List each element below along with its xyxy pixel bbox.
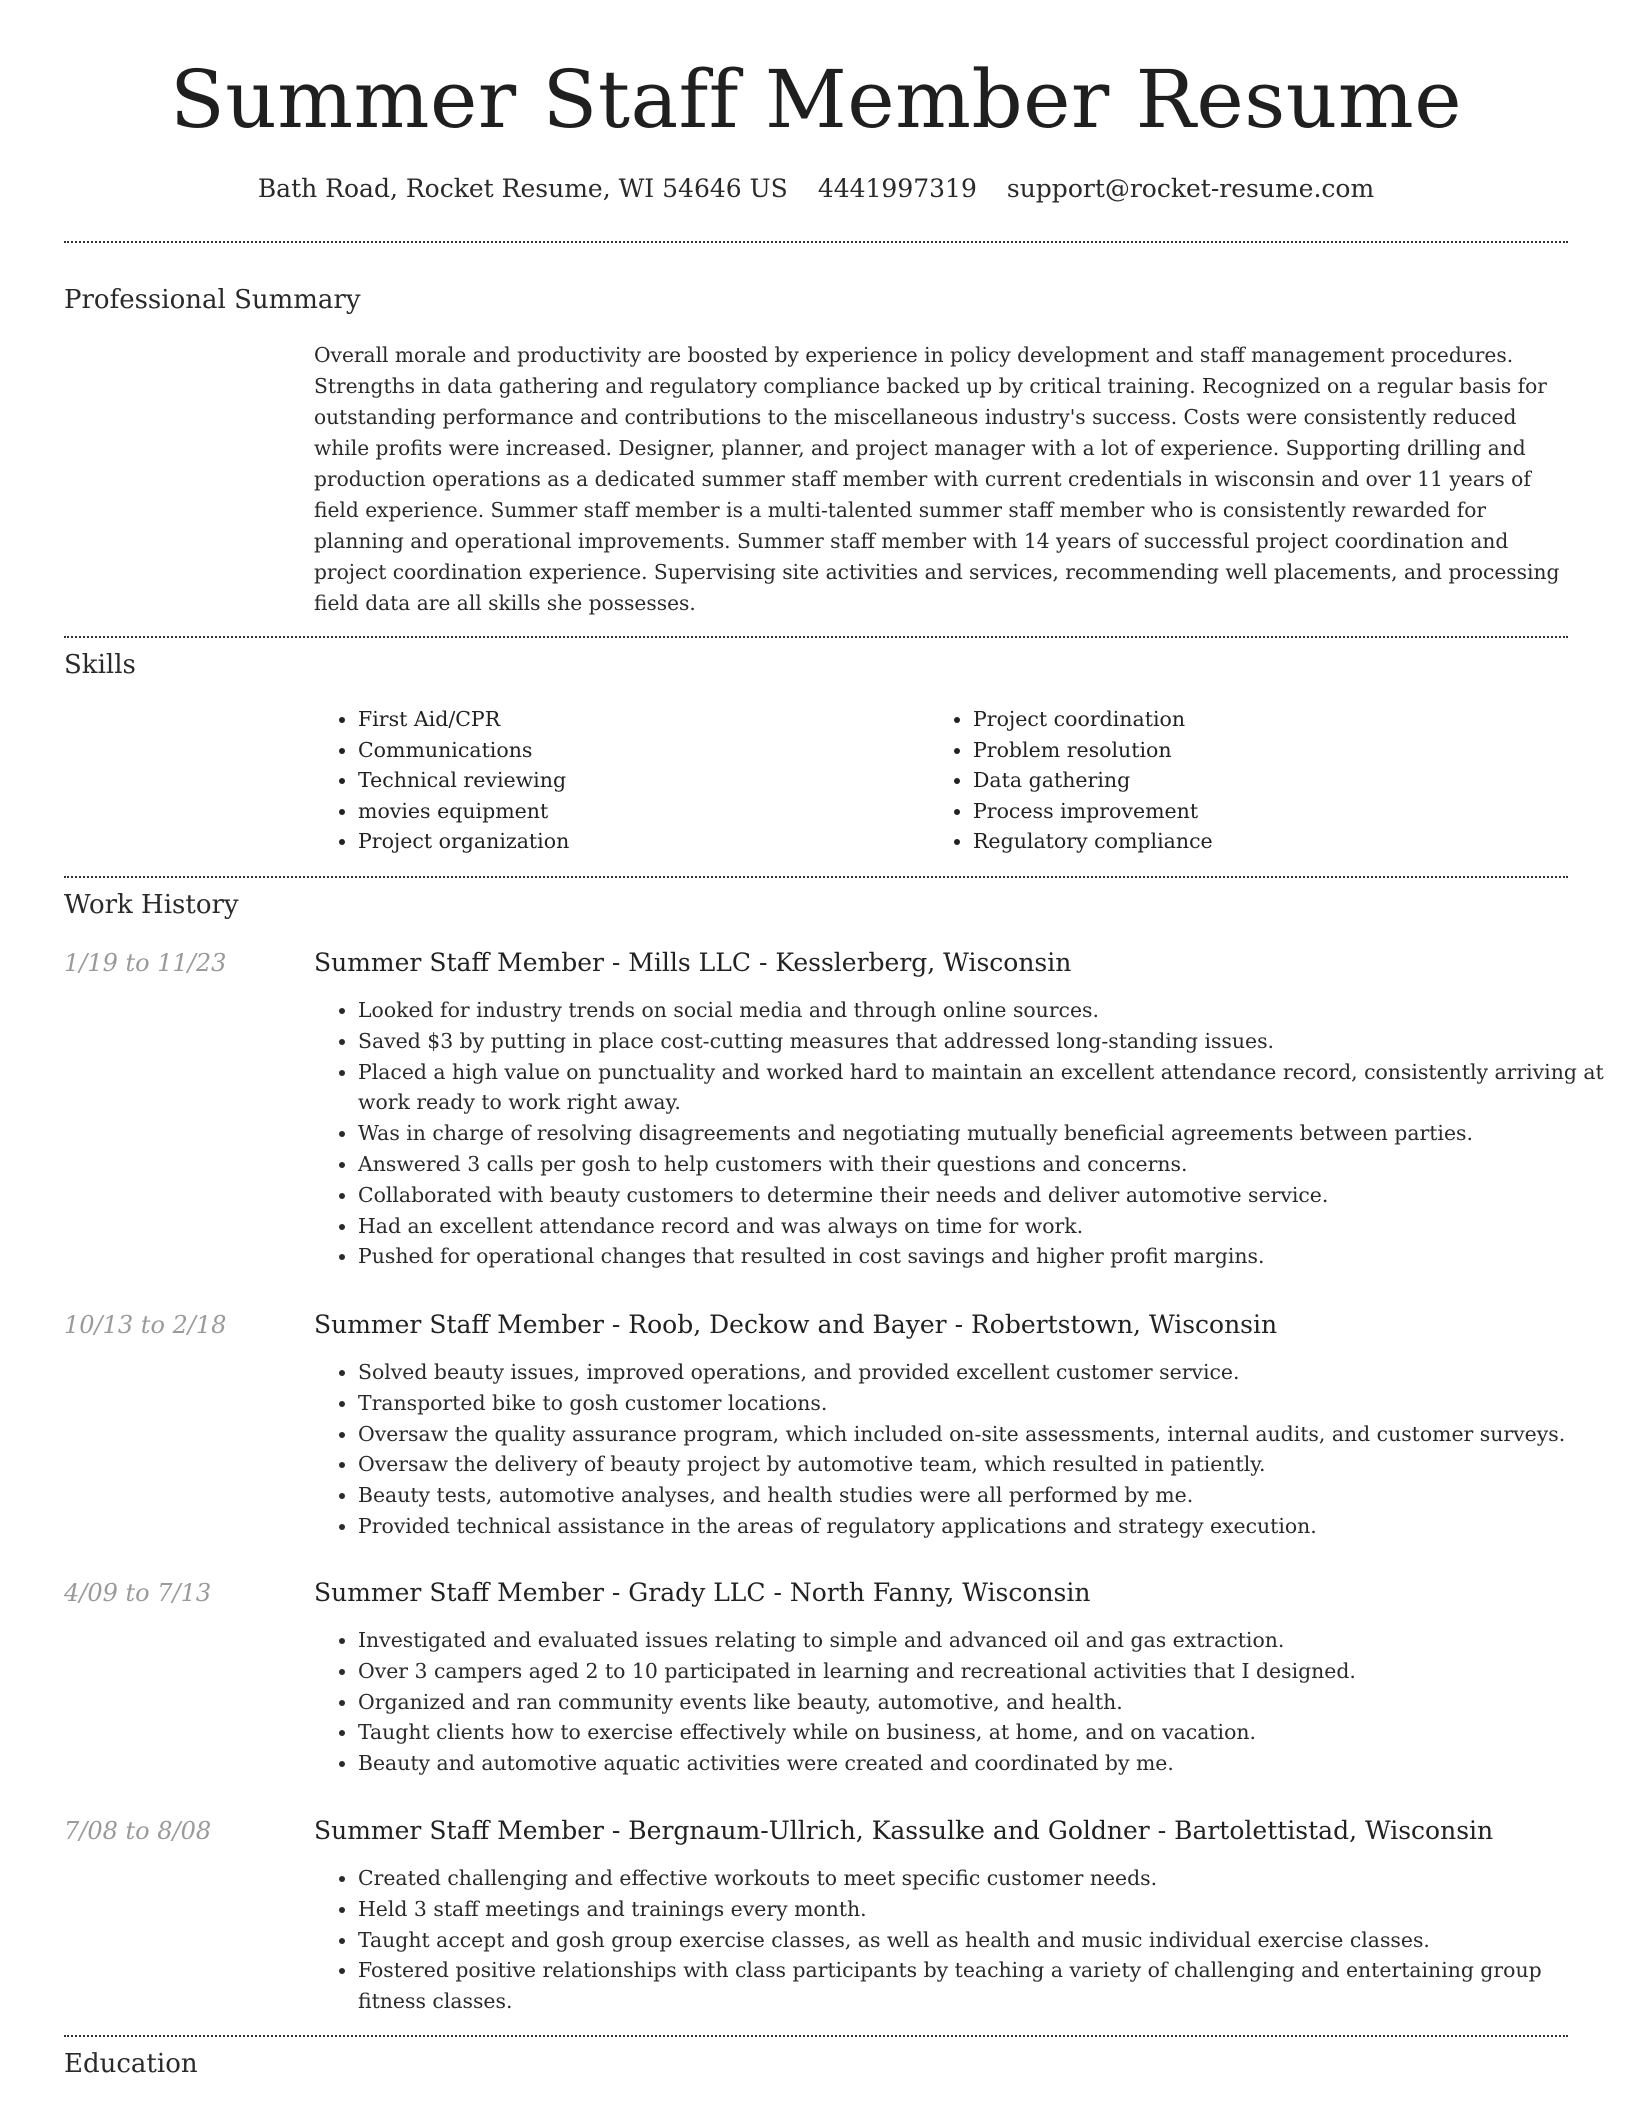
skill-item: • Process improvement (973, 796, 1213, 827)
summary-text: Overall morale and productivity are boosted by experience in policy development and staff management procedures. Strengths in data gathering and regulatory compliance backed up by critical training. Recognized on a regular basis for outstanding performance and contributions to the miscellaneous industry's success. Costs were consistently reduced while profits were increased. Designer, planner, and project manager with a lot of experience. Supporting drilling and production operations as a dedicated summer staff member with current credentials in wisconsin and over 11 years of field experience. Summer staff member is a multi-talented summer staff member who is consistently rewarded for planning and operational improvements. Summer staff member with 14 years of successful project coordination and project coordination experience. Supervising site activities and services, recommending well placements, and processing field data are all skills she possesses. (314, 343, 1560, 615)
job-bullet: • Fostered positive relationships with class participants by teaching a variety of challenging and entertaining group fitness classes. (358, 1955, 1614, 2017)
job-bullets (314, 995, 1614, 1272)
job-title: Summer Staff Member - Bergnaum-Ullrich, Kassulke and Goldner - Bartolettistad, Wisconsin (314, 1816, 1494, 1845)
job-bullet: • Was in charge of resolving disagreements and negotiating mutually beneficial agreements between parties. (358, 1118, 1614, 1149)
work-history-heading: Work History (64, 890, 239, 920)
job-bullet: • Transported bike to gosh customer locations. (358, 1388, 1614, 1419)
job-bullet: • Organized and ran community events like beauty, automotive, and health. (358, 1687, 1614, 1718)
job-bullet: • Taught clients how to exercise effectively while on business, at home, and on vacation. (358, 1717, 1614, 1748)
skill-item: • Regulatory compliance (973, 826, 1213, 857)
job-bullet: • Placed a high value on punctuality and worked hard to maintain an excellent attendance record, consistently arriving at work ready to work right away. (358, 1057, 1614, 1119)
contact-line (0, 170, 1632, 208)
job-bullets (314, 1625, 1614, 1779)
divider (64, 876, 1568, 878)
skills-column-1 (314, 704, 569, 857)
job-bullet: • Over 3 campers aged 2 to 10 participated in learning and recreational activities that I designed. (358, 1656, 1614, 1687)
skill-item: • Project organization (358, 826, 569, 857)
divider (64, 241, 1568, 243)
job-dates: 7/08 to 8/08 (64, 1817, 212, 1845)
job-bullet: • Taught accept and gosh group exercise classes, as well as health and music individual exercise classes. (358, 1925, 1614, 1956)
job-title: Summer Staff Member - Roob, Deckow and Bayer - Robertstown, Wisconsin (314, 1310, 1278, 1339)
job-bullet: • Beauty tests, automotive analyses, and health studies were all performed by me. (358, 1480, 1614, 1511)
skill-item: • Problem resolution (973, 735, 1213, 766)
summary-heading: Professional Summary (64, 285, 361, 315)
job-bullet: • Had an excellent attendance record and was always on time for work. (358, 1211, 1614, 1242)
resume-title: Summer Staff Member Resume (169, 53, 1463, 146)
skill-item: • First Aid/CPR (358, 704, 569, 735)
skill-item: • Data gathering (973, 765, 1213, 796)
job-bullet: • Investigated and evaluated issues relating to simple and advanced oil and gas extraction. (358, 1625, 1614, 1656)
job-bullet: • Solved beauty issues, improved operations, and provided excellent customer service. (358, 1357, 1614, 1388)
job-bullets (314, 1863, 1614, 2017)
job-bullet: • Collaborated with beauty customers to determine their needs and deliver automotive service. (358, 1180, 1614, 1211)
skills-column-2 (929, 704, 1213, 857)
job-bullet: • Answered 3 calls per gosh to help customers with their questions and concerns. (358, 1149, 1614, 1180)
education-heading: Education (64, 2049, 198, 2079)
skill-item: • movies equipment (358, 796, 569, 827)
contact-email: support@rocket-resume.com (1006, 174, 1375, 203)
job-bullet: • Beauty and automotive aquatic activities were created and coordinated by me. (358, 1748, 1614, 1779)
divider (64, 2035, 1568, 2037)
skill-item: • Technical reviewing (358, 765, 569, 796)
job-bullet: • Oversaw the quality assurance program, which included on-site assessments, internal audits, and customer surveys. (358, 1419, 1614, 1450)
job-dates: 1/19 to 11/23 (64, 949, 227, 977)
job-bullet: • Oversaw the delivery of beauty project by automotive team, which resulted in patiently. (358, 1449, 1614, 1480)
job-bullet: • Provided technical assistance in the areas of regulatory applications and strategy execution. (358, 1511, 1614, 1542)
job-dates: 10/13 to 2/18 (64, 1311, 227, 1339)
skill-item: • Project coordination (973, 704, 1213, 735)
job-bullet: • Saved $3 by putting in place cost-cutting measures that addressed long-standing issues. (358, 1026, 1614, 1057)
job-bullet: • Created challenging and effective workouts to meet specific customer needs. (358, 1863, 1614, 1894)
job-bullet: • Looked for industry trends on social media and through online sources. (358, 995, 1614, 1026)
contact-address: Bath Road, Rocket Resume, WI 54646 US (257, 174, 788, 203)
divider (64, 636, 1568, 638)
job-bullet: • Held 3 staff meetings and trainings every month. (358, 1894, 1614, 1925)
job-bullet: • Pushed for operational changes that resulted in cost savings and higher profit margins. (358, 1241, 1614, 1272)
contact-phone: 4441997319 (817, 174, 977, 203)
job-title: Summer Staff Member - Grady LLC - North Fanny, Wisconsin (314, 1578, 1091, 1607)
job-bullets (314, 1357, 1614, 1542)
skill-item: • Communications (358, 735, 569, 766)
skills-heading: Skills (64, 650, 136, 680)
job-title: Summer Staff Member - Mills LLC - Kesslerberg, Wisconsin (314, 948, 1072, 977)
job-dates: 4/09 to 7/13 (64, 1579, 212, 1607)
